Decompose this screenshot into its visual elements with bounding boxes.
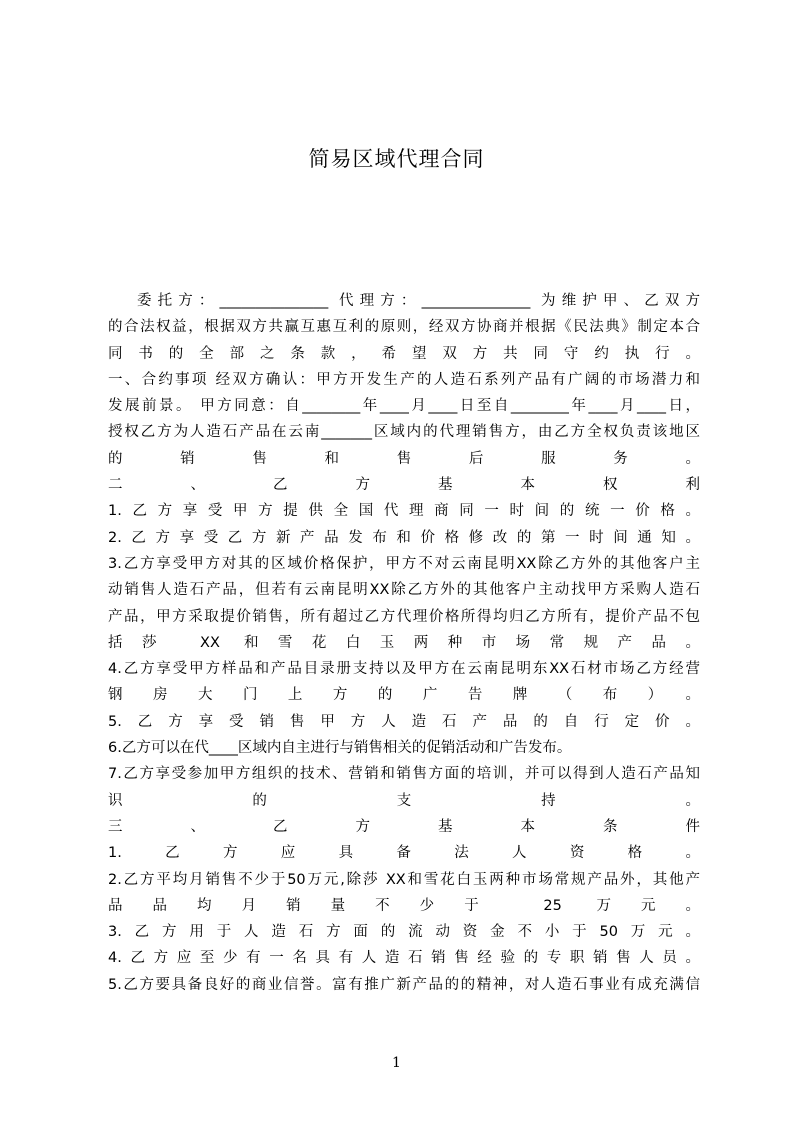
- list-item: 2.乙方平均月销售不少于50万元,除莎 XX和雪花白玉两种市场常规产品外，其他产: [108, 871, 700, 888]
- text-line: 钢房大门上方的广告牌（布）。: [108, 687, 700, 704]
- list-item: 6.乙方可以在代____区域内自主进行与销售相关的促销活动和广告发布。: [108, 740, 572, 757]
- document-title: 简易区域代理合同: [308, 147, 485, 171]
- list-item: 1.乙方享受甲方提供全国代理商同一时间的统一价格。: [108, 503, 700, 520]
- list-item: 2.乙方享受乙方新产品发布和价格修改的第一时间通知。: [108, 529, 700, 546]
- text-line: 发展前景。 甲方同意：自________年____月____日至自________年____月____日，: [108, 398, 700, 415]
- text-line: 括莎 XX 和雪花白玉两种市场常规产品。: [108, 634, 700, 651]
- text-line: 授权乙方为人造石产品在云南_______区域内的代理销售方，由乙方全权负责该地区: [108, 424, 700, 441]
- list-item: 1.乙方应具备法人资格。: [108, 845, 700, 862]
- text-line: 动销售人造石产品，但若有云南昆明XX除乙方外的其他客户主动找甲方采购人造石: [108, 582, 700, 599]
- text-line: 产品，甲方采取提价销售，所有超过乙方代理价格所得均归乙方所有，提价产品不包: [108, 608, 700, 625]
- list-item: 5.乙方享受销售甲方人造石产品的自行定价。: [108, 713, 700, 730]
- list-item: 5.乙方要具备良好的商业信誉。富有推广新产品的的精神，对人造石事业有成充满信: [108, 976, 700, 993]
- text-line: 委托方：_______________ 代理方：_______________ 为维护甲、乙双方: [137, 293, 700, 309]
- list-item: 3.乙方用于人造石方面的流动资金不小于50万元。: [108, 924, 700, 941]
- list-item: 7.乙方享受参加甲方组织的技术、营销和销售方面的培训，并可以得到人造石产品知: [108, 766, 700, 783]
- section-heading: 二、乙方基本权利: [108, 477, 700, 494]
- text-line: 同书的全部之条款，希望双方共同守约执行。: [108, 345, 700, 362]
- text-line: 识的支持。: [108, 792, 700, 809]
- list-item: 4.乙方应至少有一名具有人造石销售经验的专职销售人员。: [108, 950, 700, 967]
- text-line: 的合法权益，根据双方共赢互惠互利的原则，经双方协商并根据《民法典》制定本合: [108, 319, 700, 336]
- page-number: 1: [392, 1055, 401, 1071]
- contract-body: [108, 288, 700, 998]
- text-line: 的销售和售后服务。: [108, 450, 700, 467]
- section-heading: 三、乙方基本条件: [108, 818, 700, 835]
- section-heading: 一、合约事项 经双方确认：甲方开发生产的人造石系列产品有广阔的市场潜力和: [108, 371, 700, 388]
- list-item: 3.乙方享受甲方对其的区域价格保护，甲方不对云南昆明XX除乙方外的其他客户主: [108, 555, 700, 572]
- list-item: 4.乙方享受甲方样品和产品目录册支持以及甲方在云南昆明东XX石材市场乙方经营: [108, 661, 700, 678]
- text-line: 品品均月销量不少于 25 万元。: [108, 897, 700, 914]
